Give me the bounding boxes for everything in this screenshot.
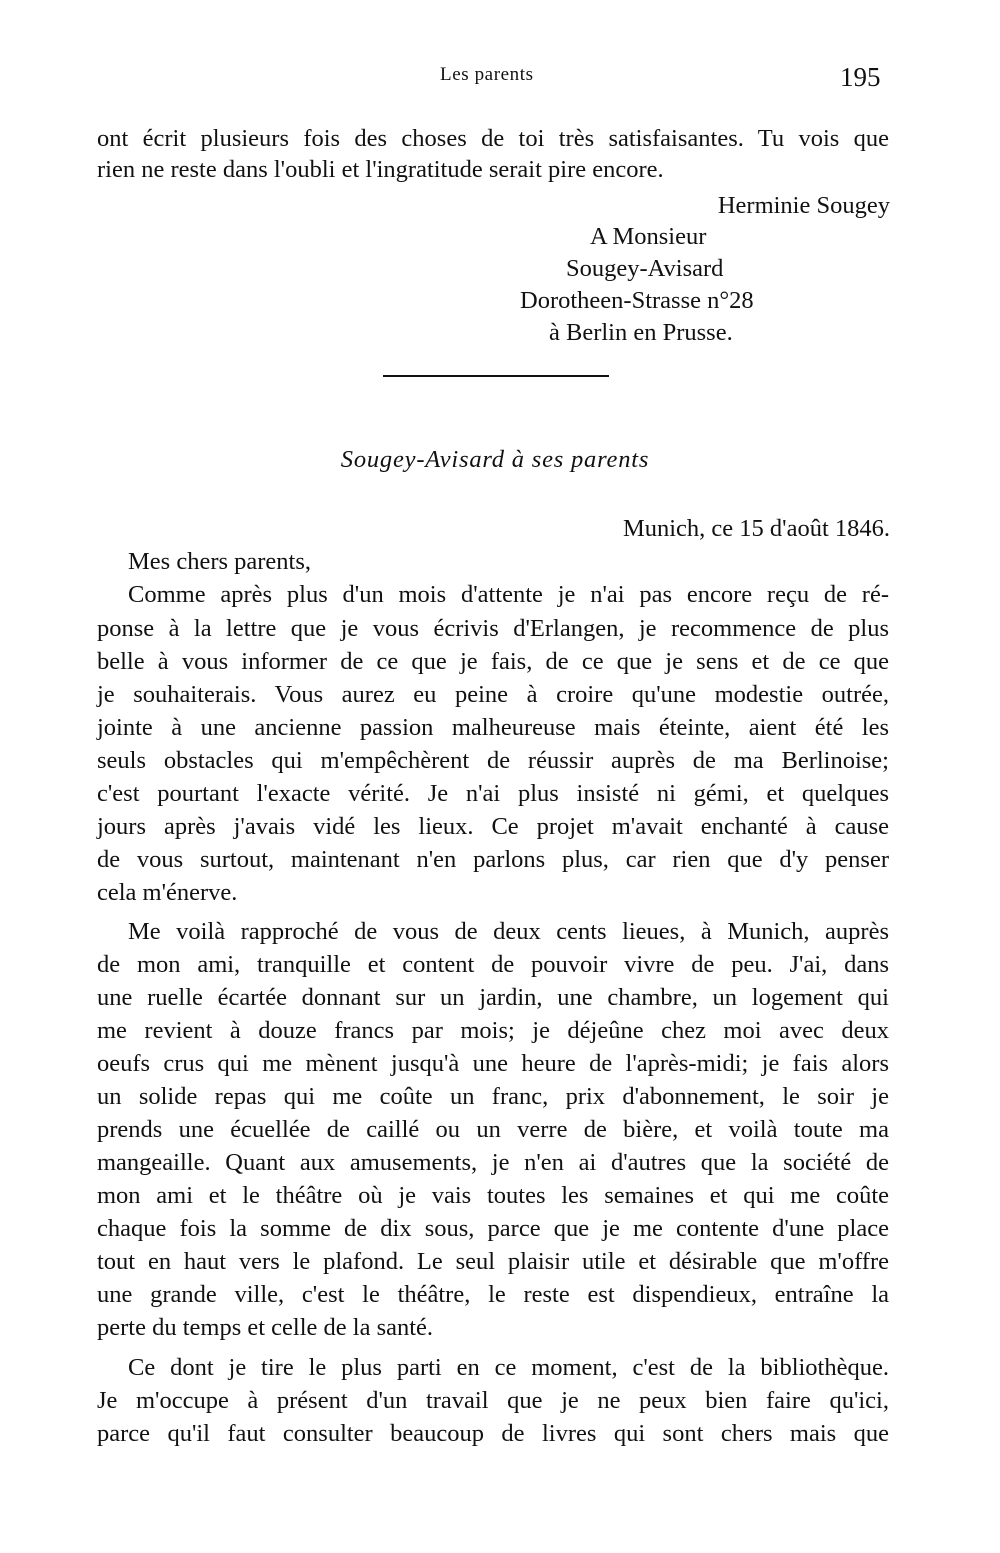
- dateline: Munich, ce 15 d'août 1846.: [622, 515, 890, 542]
- text-line: me revient à douze francs par mois; je déjeûne chez moi avec deux: [97, 1017, 889, 1044]
- text-line: c'est pourtant l'exacte vérité. Je n'ai plus insisté ni gémi, et quelques: [97, 780, 889, 807]
- salutation: Mes chers parents,: [128, 548, 312, 575]
- text-line: une ruelle écartée donnant sur un jardin, une chambre, un logement qui: [97, 984, 889, 1011]
- text-line: jours après j'avais vidé les lieux. Ce projet m'avait enchanté à cause: [97, 813, 889, 840]
- text-line: rien ne reste dans l'oubli et l'ingratitude serait pire encore.: [97, 156, 664, 183]
- text-line: mon ami et le théâtre où je vais toutes les semaines et qui me coûte: [97, 1182, 889, 1209]
- text-line: Comme après plus d'un mois d'attente je n'ai pas encore reçu de ré-: [128, 581, 889, 608]
- text-line: belle à vous informer de ce que je fais, de ce que je sens et de ce que: [97, 648, 889, 675]
- text-line: de mon ami, tranquille et content de pouvoir vivre de peu. J'ai, dans: [97, 951, 889, 978]
- address-line: Sougey-Avisard: [566, 255, 724, 282]
- text-line: de vous surtout, maintenant n'en parlons plus, car rien que d'y penser: [97, 846, 889, 873]
- text-line: oeufs crus qui me mènent jusqu'à une heure de l'après-midi; je fais alors: [97, 1050, 889, 1077]
- text-line: jointe à une ancienne passion malheureuse mais éteinte, aient été les: [97, 714, 889, 741]
- page-number: 195: [840, 62, 881, 92]
- text-line: parce qu'il faut consulter beaucoup de livres qui sont chers mais que: [97, 1420, 889, 1447]
- running-title: Les parents: [440, 64, 534, 85]
- text-line: cela m'énerve.: [97, 879, 238, 906]
- text-line: seuls obstacles qui m'empêchèrent de réussir auprès de ma Berlinoise;: [97, 747, 889, 774]
- text-line: ponse à la lettre que je vous écrivis d'Erlangen, je recommence de plus: [97, 615, 889, 642]
- text-line: ont écrit plusieurs fois des choses de toi très satisfaisantes. Tu vois que: [97, 125, 889, 152]
- text-line: perte du temps et celle de la santé.: [97, 1314, 434, 1341]
- letter-heading: [0, 446, 1000, 474]
- address-line: A Monsieur: [590, 223, 707, 250]
- section-divider: [383, 375, 609, 377]
- text-line: un solide repas qui me coûte un franc, prix d'abonnement, le soir je: [97, 1083, 889, 1110]
- running-head: [0, 62, 1000, 92]
- letter-heading-text: Sougey-Avisard à ses parents: [340, 446, 650, 473]
- address-line: Dorotheen-Strasse n°28: [520, 287, 754, 314]
- text-line: chaque fois la somme de dix sous, parce que je me contente d'une place: [97, 1215, 889, 1242]
- address-line: à Berlin en Prusse.: [549, 319, 733, 346]
- text-line: tout en haut vers le plafond. Le seul plaisir utile et désirable que m'offre: [97, 1248, 889, 1275]
- text-line: prends une écuellée de caillé ou un verre de bière, et voilà toute ma: [97, 1116, 889, 1143]
- text-line: mangeaille. Quant aux amusements, je n'en ai d'autres que la société de: [97, 1149, 889, 1176]
- text-line: Je m'occupe à présent d'un travail que je ne peux bien faire qu'ici,: [97, 1387, 889, 1414]
- text-line: une grande ville, c'est le théâtre, le reste est dispendieux, entraîne la: [97, 1281, 889, 1308]
- signature: Herminie Sougey: [717, 192, 890, 219]
- text-line: je souhaiterais. Vous aurez eu peine à croire qu'une modestie outrée,: [97, 681, 889, 708]
- text-line: Me voilà rapproché de vous de deux cents lieues, à Munich, auprès: [128, 918, 889, 945]
- text-line: Ce dont je tire le plus parti en ce moment, c'est de la bibliothèque.: [128, 1354, 889, 1381]
